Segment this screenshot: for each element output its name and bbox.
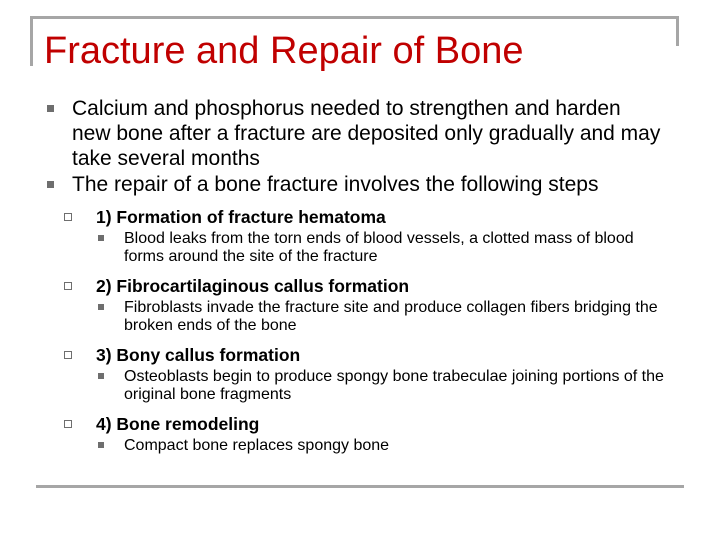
square-bullet-icon — [98, 373, 104, 379]
step-heading-text: 4) Bone remodeling — [96, 414, 260, 434]
step-detail — [44, 368, 664, 404]
square-bullet-icon — [98, 304, 104, 310]
slide-title: Fracture and Repair of Bone — [44, 30, 524, 72]
step-detail-text: Compact bone replaces spongy bone — [124, 437, 390, 454]
bullet-item — [44, 172, 664, 197]
hollow-square-bullet-icon — [64, 420, 72, 428]
slide-body — [44, 96, 664, 455]
frame-right-line — [676, 16, 679, 46]
step-heading — [44, 414, 664, 434]
step-detail-text: Osteoblasts begin to produce spongy bone trabeculae joining portions of the original bone fragments — [124, 368, 664, 403]
step-detail-text: Blood leaks from the torn ends of blood vessels, a clotted mass of blood forms around the site of the fracture — [124, 230, 634, 265]
hollow-square-bullet-icon — [64, 213, 72, 221]
step-heading-text: 1) Formation of fracture hematoma — [96, 207, 386, 227]
step-heading — [44, 207, 664, 227]
square-bullet-icon — [47, 181, 54, 188]
square-bullet-icon — [47, 105, 54, 112]
square-bullet-icon — [98, 235, 104, 241]
step-detail-text: Fibroblasts invade the fracture site and produce collagen fibers bridging the broken ends of the bone — [124, 299, 658, 334]
step-heading — [44, 345, 664, 365]
frame-bottom-line — [36, 485, 684, 488]
square-bullet-icon — [98, 442, 104, 448]
hollow-square-bullet-icon — [64, 351, 72, 359]
bullet-text: The repair of a bone fracture involves the following steps — [72, 173, 599, 196]
step-heading-text: 3) Bony callus formation — [96, 345, 301, 365]
bullet-text: Calcium and phosphorus needed to strengthen and harden new bone after a fracture are deposited only gradually and may take several months — [72, 97, 661, 170]
step-heading-text: 2) Fibrocartilaginous callus formation — [96, 276, 410, 296]
frame-top-line — [30, 16, 678, 19]
hollow-square-bullet-icon — [64, 282, 72, 290]
frame-left-line — [30, 16, 33, 66]
bullet-item — [44, 96, 664, 171]
step-heading — [44, 276, 664, 296]
step-detail — [44, 230, 664, 266]
step-detail — [44, 299, 664, 335]
step-detail — [44, 437, 664, 455]
